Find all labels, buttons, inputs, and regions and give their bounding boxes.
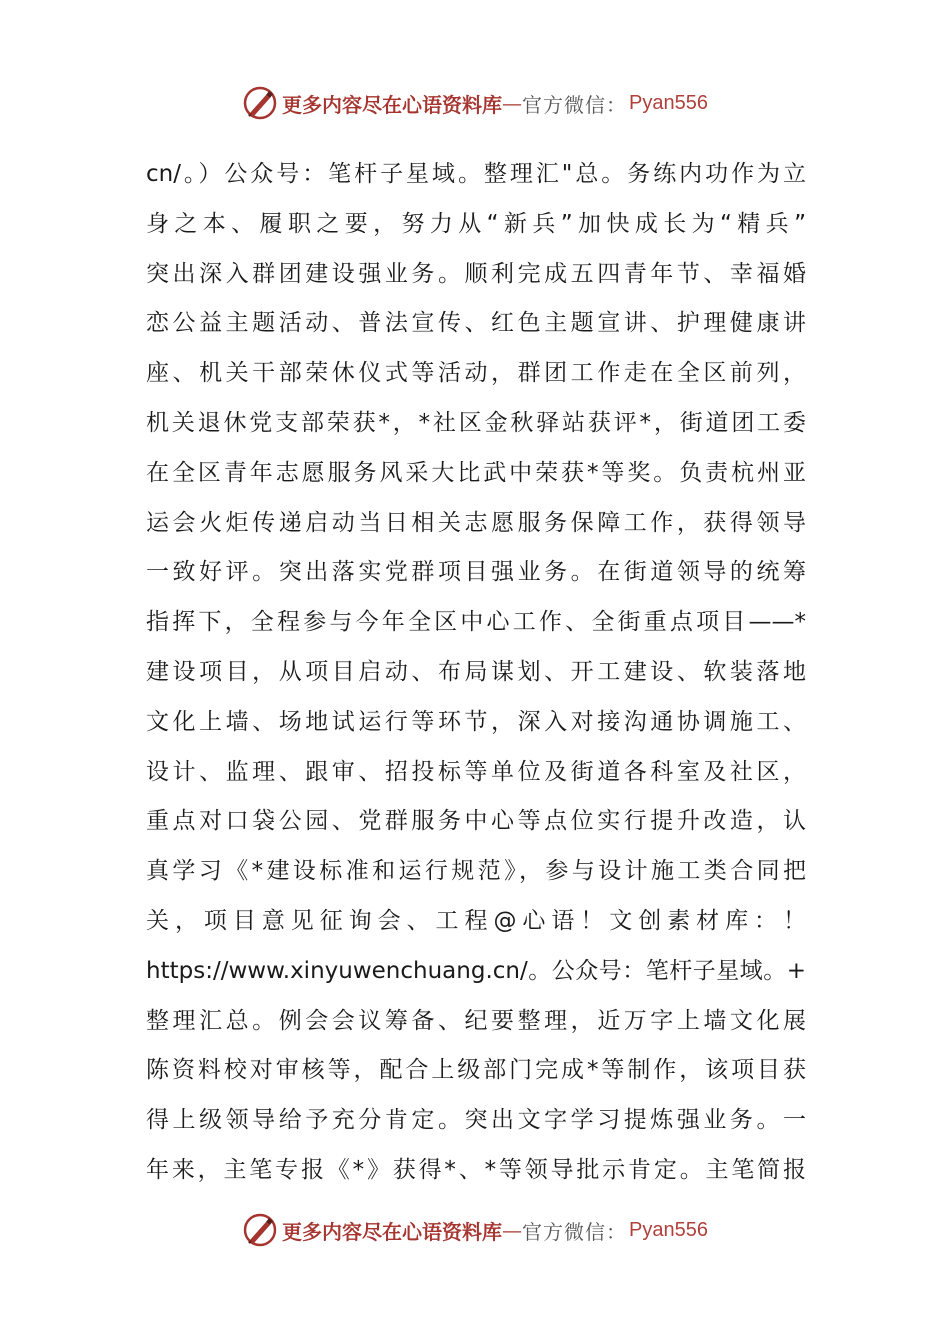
header-wechat-id: Pyan556	[629, 91, 708, 114]
footer-wechat-id: Pyan556	[629, 1218, 708, 1241]
body-line: 年来，主笔专报《*》获得*、*等领导批示肯定。主笔简报	[146, 1156, 806, 1183]
pen-logo-icon	[242, 85, 278, 121]
body-line: 突出深入群团建设强业务。顺利完成五四青年节、幸福婚	[146, 260, 806, 287]
footer-banner	[0, 1208, 950, 1252]
body-line: 机关退休党支部荣获*，*社区金秋驿站获评*，街道团工委	[146, 409, 806, 436]
document-body	[146, 150, 806, 1196]
footer-brand-text: 更多内容尽在心语资料库	[282, 1219, 503, 1244]
body-line: 建设项目，从项目启动、布局谋划、开工建设、软装落地	[146, 658, 806, 685]
body-line: 设计、监理、跟审、招投标等单位及街道各科室及社区，	[146, 758, 806, 785]
body-line: 运会火炬传递启动当日相关志愿服务保障工作，获得领导	[146, 509, 806, 536]
body-line: 得上级领导给予充分肯定。突出文字学习提炼强业务。一	[146, 1107, 806, 1134]
body-line-url: https://www.xinyuwenchuang.cn/。公众号：笔杆子星域。+	[146, 957, 806, 984]
footer-separator: —	[502, 1218, 523, 1242]
body-line: cn/。）公众号：笔杆子星域。整理汇"总。务练内功作为立	[146, 161, 806, 187]
body-line: 身之本、履职之要，努力从“新兵”加快成长为“精兵”	[146, 210, 806, 237]
body-line: 指挥下，全程参与今年全区中心工作、全街重点项目——*	[146, 609, 806, 636]
body-line: 真学习《*建设标准和运行规范》，参与设计施工类合同把	[146, 858, 806, 885]
body-line: 在全区青年志愿服务风采大比武中荣获*等奖。负责杭州亚	[146, 459, 806, 486]
header-brand-text: 更多内容尽在心语资料库	[282, 92, 503, 117]
body-line: 恋公益主题活动、普法宣传、红色主题宣讲、护理健康讲	[146, 310, 806, 337]
footer-official-label: 官方微信：	[522, 1219, 628, 1244]
body-line: 陈资料校对审核等，配合上级部门完成*等制作，该项目获	[146, 1057, 806, 1084]
header-banner	[0, 81, 950, 125]
header-official-label: 官方微信：	[522, 92, 628, 117]
body-line: 重点对口袋公园、党群服务中心等点位实行提升改造，认	[146, 808, 806, 835]
header-separator: —	[502, 91, 523, 115]
body-line: 文化上墙、场地试运行等环节，深入对接沟通协调施工、	[146, 708, 806, 735]
pen-logo-icon	[242, 1212, 278, 1248]
body-line: 关，项目意见征询会、工程@心语！文创素材库：！	[146, 907, 806, 934]
body-line: 一致好评。突出落实党群项目强业务。在街道领导的统筹	[146, 559, 806, 586]
body-line: 整理汇总。例会会议筹备、纪要整理，近万字上墙文化展	[146, 1007, 806, 1034]
body-line: 座、机关干部荣休仪式等活动，群团工作走在全区前列，	[146, 360, 806, 387]
